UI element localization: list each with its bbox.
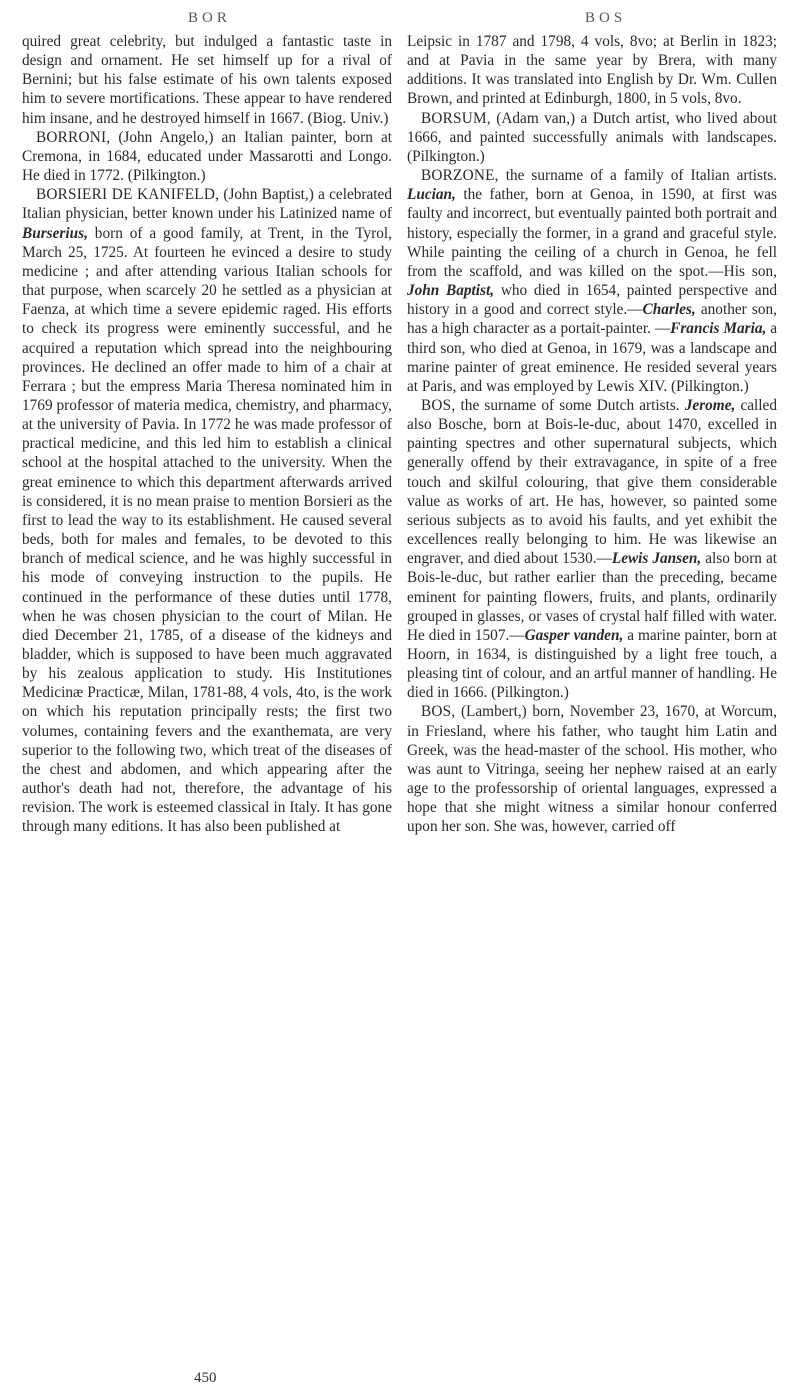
person-name: Charles, [642,301,696,319]
left-column [22,32,392,837]
entry-headword: BORSIERI DE KANIFELD, [36,186,220,204]
entry-borroni: BORRONI, (John Angelo,) an Italian painter, born at Cremona, in 1684, educated under Massarotti and Longo. He died in 1772. (Pilkington.) [22,128,392,185]
running-head-right: BOS [585,10,627,26]
entry-headword: BOS, [421,703,456,721]
paragraph-continuation: quired great celebrity, but indulged a fantastic taste in design and ornament. He set himself up for a rival of Bernini; but his false estimate of his own talents exposed him to severe mortifications. These appear to have rendered him insane, and he destroyed himself in 1667. (Biog. Univ.) [22,33,392,127]
entry-headword: BOS, [421,396,456,414]
person-name: John Baptist, [407,282,495,300]
running-head-left: BOR [188,10,231,26]
entry-bos-family: BOS, the surname of some Dutch artists. Jerome, called also Bosche, born at Bois-le-duc, about 1470, excelled in painting spectres and other supernatural subjects, which generally offend by their extravagance, in spite of a free touch and skilful colouring, that give them considerable value as works of art. He has, however, so painted some serious subjects as to avoid his faults, and yet exhibit the excellences really belonging to him. He was likewise an engraver, and died about 1530.—Lewis Jansen, also born at Bois-le-duc, but rather earlier than the preceding, became eminent for painting flowers, fruits, and plants, ordinarily grouped in glasses, or vases of crystal half filled with water. He died in 1507.—Gasper vanden, a marine painter, born at Hoorn, in 1634, is distinguished by a light free touch, a pleasing tint of colour, and an artful manner of handling. He died in 1666. (Pilkington.) [407,396,777,702]
entry-headword: BORSUM, [421,109,491,127]
entry-headword: BORRONI, [36,128,111,146]
latin-name: Burserius, [22,224,88,242]
person-name: Lewis Jansen, [611,550,702,568]
person-name: Jerome, [684,396,736,414]
person-name: Gasper vanden, [524,626,624,644]
paragraph-continuation: Leipsic in 1787 and 1798, 4 vols, 8vo; at Berlin in 1823; and at Pavia in the same year by Brera, with many additions. It was translated into English by Dr. Wm. Cullen Brown, and printed at Edinburgh, 1800, in 5 vols, 8vo. [407,33,777,108]
entry-borsum: BORSUM, (Adam van,) a Dutch artist, who lived about 1666, and painted successfully animals with landscapes. (Pilkington.) [407,109,777,165]
entry-headword: BORZONE, [421,167,499,185]
right-column [407,32,777,837]
page-number: 450 [194,1370,217,1386]
entry-bos-lambert: BOS, (Lambert,) born, November 23, 1670, at Worcum, in Friesland, where his father, who taught him Latin and Greek, was the head-master of the school. His mother, who was aunt to Vitringa, seeing her nephew raised at an early age to the professorship of oriental languages, expressed a hope that she might witness a similar honour conferred upon her son. She was, however, carried off [407,703,777,836]
person-name: Lucian, [407,186,456,204]
entry-borsieri: BORSIERI DE KANIFELD, (John Baptist,) a celebrated Italian physician, better known under his Latinized name of Burserius, born of a good family, at Trent, in the Tyrol, March 25, 1725. At fourteen he evinced a desire to study medicine ; and after attending various Italian schools for that purpose, when scarcely 20 he settled as a physician at Faenza, at which time a severe epidemic raged. His efforts to check its progress were eminently successful, and he acquired a reputation which spread into the neighbouring provinces. He declined an offer made to him of a chair at Ferrara ; but the empress Maria Theresa nominated him in 1769 professor of materia medica, chemistry, and pharmacy, at the university of Pavia. In 1772 he was made professor of practical medicine, and this led him to establish a clinical school at the hospital attached to the university. When the great eminence to which this department afterwards arrived is considered, it is no mean praise to mention Borsieri as the first to lead the way to its establishment. He caused several beds, both for males and females, to be devoted to this branch of medical science, and he was highly successful in his mode of conveying instruction to the pupils. He continued in the performance of these duties until 1778, when he was chosen physician to the court of Milan. He died December 21, 1785, of a disease of the kidneys and bladder, which is supposed to have been much aggravated by his zealous application to study. His Institutiones Medicinæ Practicæ, Milan, 1781-88, 4 vols, 4to, is the work on which his reputation principally rests; the first two volumes, containing fevers and the exanthemata, are very superior to the following two, which treat of the diseases of the chest and abdomen, and which appearing after the author's death had not, therefore, the advantage of his revision. The work is esteemed classical in Italy. It has gone through many editions. It has also been published at [22,186,392,836]
person-name: Francis Maria, [670,320,767,338]
entry-borzone: BORZONE, the surname of a family of Italian artists. Lucian, the father, born at Genoa, in 1590, at first was faulty and incorrect, but eventually painted both portrait and history, especially the former, in a grand and graceful style. While painting the ceiling of a church in Genoa, he fell from the scaffold, and was killed on the spot.—His son, John Baptist, who died in 1654, painted perspective and history in a good and correct style.—Charles, another son, has a high character as a portait-painter. —Francis Maria, a third son, who died at Genoa, in 1679, was a landscape and marine painter of great eminence. He resided several years at Paris, and was employed by Lewis XIV. (Pilkington.) [407,167,778,395]
